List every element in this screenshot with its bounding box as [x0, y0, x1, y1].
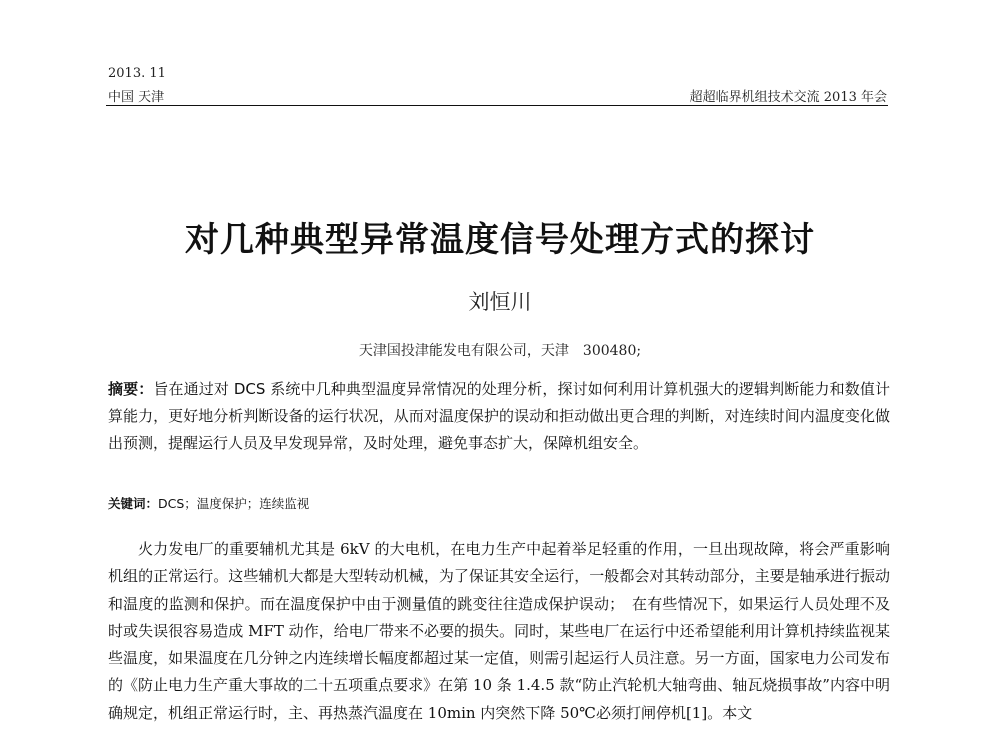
keywords	[108, 494, 309, 512]
abstract-label: 摘要：	[108, 380, 154, 398]
paper-title: 对几种典型异常温度信号处理方式的探讨	[185, 220, 815, 260]
body-paragraph: 火力发电厂的重要辅机尤其是 6kV 的大电机，在电力生产中起着举足轻重的作用，一旦出现故障，将会严重影响机组的正常运行。这些辅机大都是大型转动机械，为了保证其安全运行，一般都会对其转动部分，主要是轴承进行振动和温度的监测和保护。而在温度保护中由于测量值的跳变往往造成保护误动； 在有些情况下，如果运行人员处理不及时或失误很容易造成 MFT 动作，给电厂带来不必要的损失。同时，某些电厂在运行中还希望能利用计算机持续监视某些温度，如果温度在几分钟之内连续增长幅度都超过某一定值，则需引起运行人员注意。另一方面，国家电力公司发布的《防止电力生产重大事故的二十五项重点要求》在第 10 条 1.4.5 款“防止汽轮机大轴弯曲、轴瓦烧损事故”内容中明确规定，机组正常运行时，主、再热蒸汽温度在 10min 内突然下降 50℃必须打闸停机[1]。本文	[108, 540, 890, 722]
paper-affiliation: 天津国投津能发电有限公司，天津 300480;	[358, 343, 642, 359]
header-conference: 超超临界机组技术交流 2013 年会	[689, 90, 887, 105]
abstract-text: 旨在通过对 DCS 系统中几种典型温度异常情况的处理分析，探讨如何利用计算机强大的逻辑判断能力和数值计算能力，更好地分析判断设备的运行状况，从而对温度保护的误动和拒动做出更合理的判断，对连续时间内温度变化做出预测，提醒运行人员及早发现异常，及时处理，避免事态扩大，保障机组安全。	[108, 380, 890, 452]
header-date: 2013. 11	[108, 66, 166, 81]
header-location: 中国 天津	[108, 90, 165, 105]
paper-author: 刘恒川	[468, 290, 532, 314]
header-rule	[106, 105, 888, 106]
keywords-text: DCS；温度保护；连续监视	[158, 496, 310, 511]
abstract	[108, 376, 890, 457]
keywords-label: 关键词：	[108, 496, 159, 511]
